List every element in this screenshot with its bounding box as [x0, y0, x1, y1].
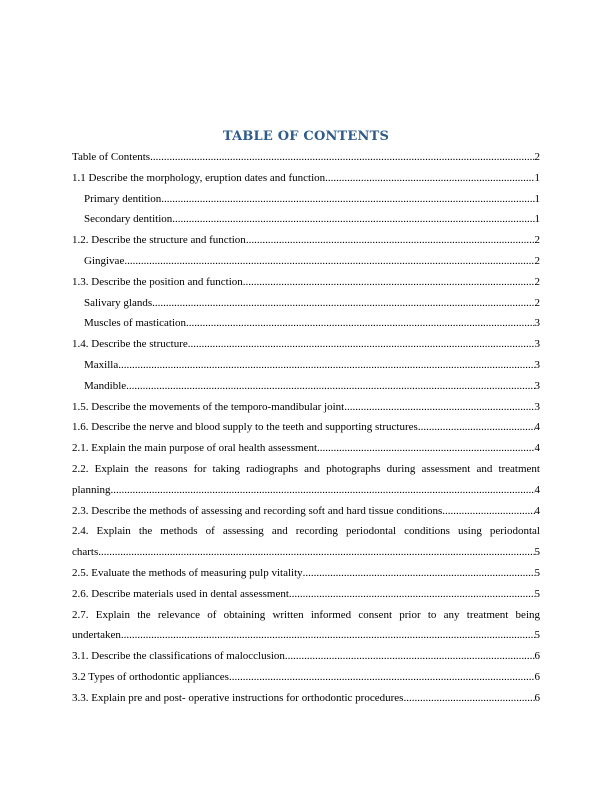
dot-leader	[186, 313, 534, 334]
toc-page-number: 2	[534, 296, 540, 309]
toc-entry[interactable]	[72, 438, 540, 459]
dot-leader	[285, 646, 535, 667]
toc-entry-text: 2.5. Evaluate the methods of measuring pulp vitality	[72, 566, 303, 579]
dot-leader	[161, 189, 534, 210]
toc-entry-text: 2.6. Describe materials used in dental assessment	[72, 587, 289, 600]
toc-page-number: 2	[534, 254, 540, 267]
dot-leader	[118, 355, 534, 376]
toc-page-number: 2	[534, 234, 540, 247]
toc-page-number: 2	[534, 151, 540, 163]
toc-entry[interactable]	[72, 334, 540, 355]
toc-entry-text: 3.2 Types of orthodontic appliances	[72, 670, 229, 683]
toc-page-number: 3	[534, 317, 540, 330]
dot-leader	[303, 563, 535, 584]
dot-leader	[289, 584, 535, 605]
toc-page-number: 5	[534, 546, 540, 559]
toc-page-number: 3	[534, 358, 540, 371]
toc-entry-text: 1.2. Describe the structure and function	[72, 234, 246, 247]
dot-leader	[344, 397, 534, 418]
dot-leader	[246, 230, 535, 251]
toc-entry[interactable]	[72, 355, 540, 376]
toc-entry-text: Mandible	[84, 379, 127, 392]
toc-entry[interactable]	[72, 272, 540, 293]
toc-heading: TABLE OF CONTENTS	[222, 129, 390, 144]
toc-entry[interactable]	[72, 646, 540, 667]
toc-entry[interactable]	[72, 293, 540, 314]
dot-leader	[150, 147, 534, 168]
toc-entry-text-continued: undertaken	[72, 629, 121, 642]
toc-page-number: 5	[534, 566, 540, 579]
dot-leader	[317, 438, 535, 459]
toc-entry[interactable]	[72, 501, 540, 522]
dot-leader	[152, 293, 534, 314]
toc-entry[interactable]	[72, 417, 540, 438]
toc-entry[interactable]	[72, 563, 540, 584]
dot-leader	[403, 688, 534, 709]
toc-entry[interactable]	[72, 168, 540, 189]
toc-page-number: 6	[534, 670, 540, 683]
toc-entry-text-continued: planning	[72, 483, 111, 496]
toc-entry-text: 2.4. Explain the methods of assessing and recording periodontal conditions using periodontal	[72, 525, 540, 538]
toc-entry-text: 2.7. Explain the relevance of obtaining written informed consent prior to any treatment being	[72, 608, 540, 621]
toc-page-number: 3	[534, 400, 540, 413]
toc-entry[interactable]	[72, 584, 540, 605]
toc-entry[interactable]	[72, 688, 540, 709]
toc-entry-text: Primary dentition	[84, 192, 162, 205]
toc-page-number: 4	[534, 421, 540, 434]
toc-entry-text: 2.3. Describe the methods of assessing and recording soft and hard tissue conditions	[72, 504, 443, 517]
toc-entry-text: Maxilla	[84, 358, 119, 371]
toc-entry[interactable]	[72, 230, 540, 251]
toc-entry[interactable]	[72, 376, 540, 397]
toc-entry-text: 2.2. Explain the reasons for taking radiographs and photographs during assessment and treatment	[72, 462, 540, 475]
dot-leader	[442, 501, 534, 522]
toc-page-number: 5	[534, 587, 540, 600]
toc-page-number: 2	[534, 275, 540, 288]
dot-leader	[124, 251, 534, 272]
toc-entry-text: 1.4. Describe the structure	[72, 338, 188, 351]
toc-entry[interactable]	[72, 667, 540, 688]
toc-page-number: 4	[534, 442, 540, 455]
toc-entry[interactable]	[72, 521, 540, 563]
toc-page-number: 3	[534, 338, 540, 351]
dot-leader	[325, 168, 534, 189]
toc-entry-text: Gingivae	[84, 254, 125, 267]
toc-entry-text: 1.1 Describe the morphology, eruption dates and function	[72, 171, 326, 184]
toc-entry[interactable]	[72, 397, 540, 418]
toc-list	[72, 147, 540, 709]
dot-leader	[172, 209, 534, 230]
toc-entry-text: 2.1. Explain the main purpose of oral health assessment	[72, 442, 317, 455]
toc-page-number: 1	[534, 171, 540, 184]
toc-page-number: 1	[534, 213, 540, 226]
toc-page-number: 4	[534, 504, 540, 517]
toc-page-number: 6	[534, 650, 540, 663]
toc-entry-text: 3.3. Explain pre and post- operative instructions for orthodontic procedures	[72, 691, 404, 704]
toc-entry-text: Muscles of mastication	[84, 317, 187, 330]
toc-entry[interactable]	[72, 459, 540, 501]
dot-leader	[126, 376, 534, 397]
toc-entry-text: Table of Contents	[72, 151, 151, 163]
toc-entry[interactable]	[72, 209, 540, 230]
toc-entry[interactable]	[72, 313, 540, 334]
toc-entry-text: 1.6. Describe the nerve and blood supply to the teeth and supporting structures	[72, 421, 418, 434]
dot-leader	[121, 625, 535, 646]
toc-page-number: 6	[534, 691, 540, 704]
toc-page-number: 1	[534, 192, 540, 205]
toc-entry[interactable]	[72, 189, 540, 210]
toc-page-number: 4	[534, 483, 540, 496]
dot-leader	[229, 667, 535, 688]
toc-entry-text: Salivary glands	[84, 296, 153, 309]
dot-leader	[98, 542, 534, 563]
toc-entry-text: 1.3. Describe the position and function	[72, 275, 243, 288]
toc-entry-text: 3.1. Describe the classifications of malocclusion	[72, 650, 285, 663]
toc-entry-text: 1.5. Describe the movements of the temporo-mandibular joint	[72, 400, 345, 413]
toc-entry[interactable]	[72, 605, 540, 647]
dot-leader	[243, 272, 535, 293]
toc-entry-text: Secondary dentition	[84, 213, 173, 226]
toc-page-number: 5	[534, 629, 540, 642]
toc-page-number: 3	[534, 379, 540, 392]
dot-leader	[111, 480, 535, 501]
toc-entry[interactable]	[72, 147, 540, 168]
dot-leader	[188, 334, 535, 355]
toc-entry-text-continued: charts	[72, 546, 99, 559]
toc-entry[interactable]	[72, 251, 540, 272]
dot-leader	[418, 417, 535, 438]
